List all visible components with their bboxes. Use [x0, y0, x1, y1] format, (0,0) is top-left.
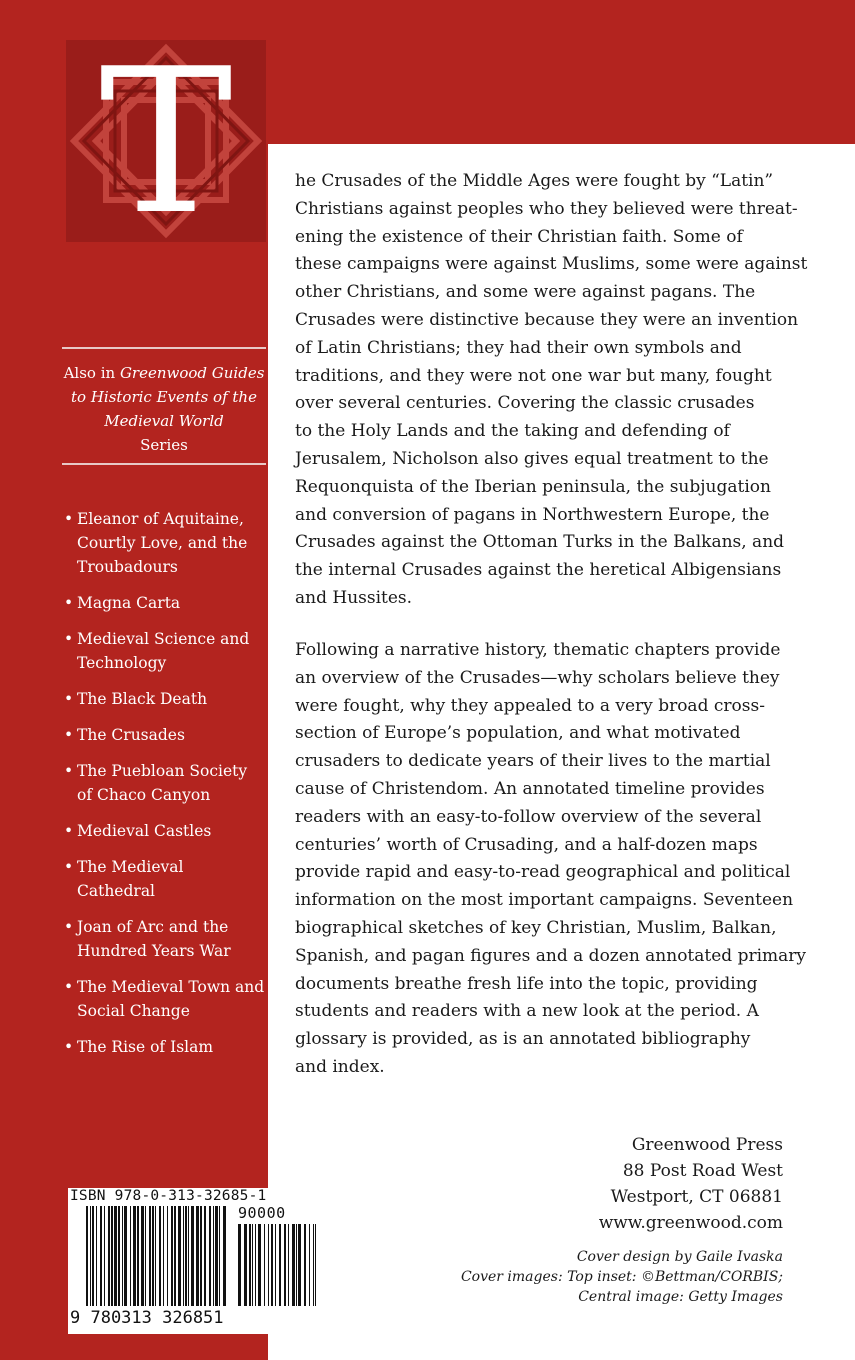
barcode-bar [215, 1206, 218, 1306]
cover-credits [461, 1247, 783, 1307]
barcode-bar [298, 1224, 301, 1306]
also-in-series-heading [62, 361, 266, 457]
barcode-bar [104, 1206, 105, 1306]
price-code: 90000 [238, 1204, 286, 1222]
barcode-bar [133, 1206, 136, 1306]
series-title-list [62, 507, 266, 1071]
sidebar-rule-top [62, 347, 266, 349]
barcode-bar [122, 1206, 123, 1306]
top-band [268, 0, 855, 144]
barcode-bar [200, 1206, 202, 1306]
barcode-bar [124, 1206, 127, 1306]
barcode-bar [178, 1206, 181, 1306]
barcode-bar [304, 1224, 306, 1306]
list-item: • Medieval Science and Technology [62, 627, 266, 675]
barcode-bar [284, 1224, 286, 1306]
barcode-bar [174, 1206, 176, 1306]
barcode-bar [130, 1206, 131, 1306]
series-name: Greenwood Guides to Historic Events of the Medieval World [71, 364, 265, 430]
list-item: • The Medieval Town and Social Change [62, 975, 266, 1023]
barcode-bar [288, 1224, 289, 1306]
barcode-bar [171, 1206, 173, 1306]
barcode-bar [313, 1224, 314, 1306]
barcode-bar [223, 1206, 226, 1306]
body-paragraph-1: he Crusades of the Middle Ages were fought by “Latin” Christians against peoples who they believed were threat- ening the existence of their Christian faith. Some of these campaigns were against Muslims, some were against other Christians, and some were against pagans. The Crusades were distinctive because they were an invention of Latin Christians; they had their own symbols and traditions, and they were not one war but many, fought over several centuries. Covering the classic crusades to the Holy Lands and the taking and defending of Jerusalem, Nicholson also gives equal treatment to the Requonquista of the Iberian peninsula, the subjugation and conversion of pagans in Northwestern Europe, the Crusades against the Ottoman Turks in the Balkans, and the internal Crusades against the heretical Albigensians and Hussites. [295, 171, 808, 608]
dropcap-ornament [66, 26, 266, 259]
barcode-bar [296, 1224, 297, 1306]
barcode-bar [292, 1224, 295, 1306]
barcode-bar [268, 1224, 269, 1306]
barcode-bar [255, 1224, 256, 1306]
barcode-bar [309, 1224, 310, 1306]
barcode-bar [163, 1206, 164, 1306]
barcode-bar [264, 1224, 265, 1306]
publisher-name: Greenwood Press [631, 1135, 783, 1155]
barcode-bar [92, 1206, 94, 1306]
also-prefix: Also in [63, 364, 120, 382]
barcode-block [68, 1188, 320, 1334]
dropcap-letter: T [99, 26, 233, 259]
barcode-bar [108, 1206, 110, 1306]
barcode-bar [137, 1206, 139, 1306]
publisher-website: www.greenwood.com [598, 1213, 783, 1233]
barcode-bar [209, 1206, 211, 1306]
barcode-bar [213, 1206, 214, 1306]
isbn-text: ISBN 978-0-313-32685-1 [70, 1188, 267, 1204]
list-item: • The Medieval Cathedral [62, 855, 266, 903]
barcode-bar [185, 1206, 187, 1306]
sidebar-rule-bottom [62, 463, 266, 465]
barcode-bar [249, 1224, 251, 1306]
publisher-street: 88 Post Road West [622, 1161, 783, 1181]
barcode-bar [238, 1224, 241, 1306]
barcode-bar [279, 1224, 281, 1306]
barcode-bar [271, 1224, 273, 1306]
publisher-block [599, 1132, 783, 1236]
barcode-bar [86, 1206, 88, 1306]
list-item: • Magna Carta [62, 591, 266, 615]
barcode-bar [244, 1224, 247, 1306]
barcode-bar [183, 1206, 184, 1306]
barcode-bar [159, 1206, 161, 1306]
barcode-bar [275, 1224, 276, 1306]
barcode-bar [149, 1206, 151, 1306]
list-item: • Joan of Arc and the Hundred Years War [62, 915, 266, 963]
barcode-bar [100, 1206, 102, 1306]
credit-design: Cover design by Gaile Ivaska [576, 1249, 783, 1265]
barcode-bar [258, 1224, 261, 1306]
barcode-bar [145, 1206, 146, 1306]
barcode-bar [204, 1206, 206, 1306]
list-item: • The Rise of Islam [62, 1035, 266, 1059]
barcode-bar [90, 1206, 91, 1306]
list-item: • The Crusades [62, 723, 266, 747]
barcode-bar [196, 1206, 199, 1306]
barcode-bar [315, 1224, 316, 1306]
barcode-bar [252, 1224, 253, 1306]
barcode-bar [167, 1206, 168, 1306]
barcode-bar [111, 1206, 113, 1306]
list-item: • Eleanor of Aquitaine, Courtly Love, and the Troubadours [62, 507, 266, 579]
list-item: • The Puebloan Society of Chaco Canyon [62, 759, 266, 807]
barcode-bar [141, 1206, 144, 1306]
barcode-bar [191, 1206, 194, 1306]
publisher-city: Westport, CT 06881 [610, 1187, 783, 1207]
barcode-bar [155, 1206, 156, 1306]
barcode-number: 9 780313 326851 [70, 1308, 224, 1328]
barcode-bar [152, 1206, 154, 1306]
barcode-bar [188, 1206, 189, 1306]
body-paragraph-2: Following a narrative history, thematic chapters provide an overview of the Crusades—why scholars believe they were fought, why they appealed to a very broad cross- section of Europe’s population, and what motivated crusaders to dedicate years of their lives to the martial cause of Christendom. An annotated timeline provides readers with an easy-to-follow overview of the several centuries’ worth of Crusading, and a half-dozen maps provide rapid and easy-to-read geographical and political information on the most important campaigns. Seventeen biographical sketches of key Christian, Muslim, Balkan, Spanish, and pagan figures and a dozen annotated primary documents breathe fresh life into the topic, providing students and readers with a new look at the period. A glossary is provided, as is an annotated bibliography and index. [295, 640, 807, 1077]
list-item: • The Black Death [62, 687, 266, 711]
credit-images-top: Cover images: Top inset: ©Bettman/CORBIS; [460, 1269, 783, 1285]
list-item: • Medieval Castles [62, 819, 266, 843]
barcode-bar [114, 1206, 117, 1306]
barcode-bar [118, 1206, 120, 1306]
credit-images-central: Central image: Getty Images [578, 1289, 783, 1305]
also-suffix: Series [140, 436, 188, 454]
barcode-bar [96, 1206, 97, 1306]
barcode-bar [219, 1206, 220, 1306]
